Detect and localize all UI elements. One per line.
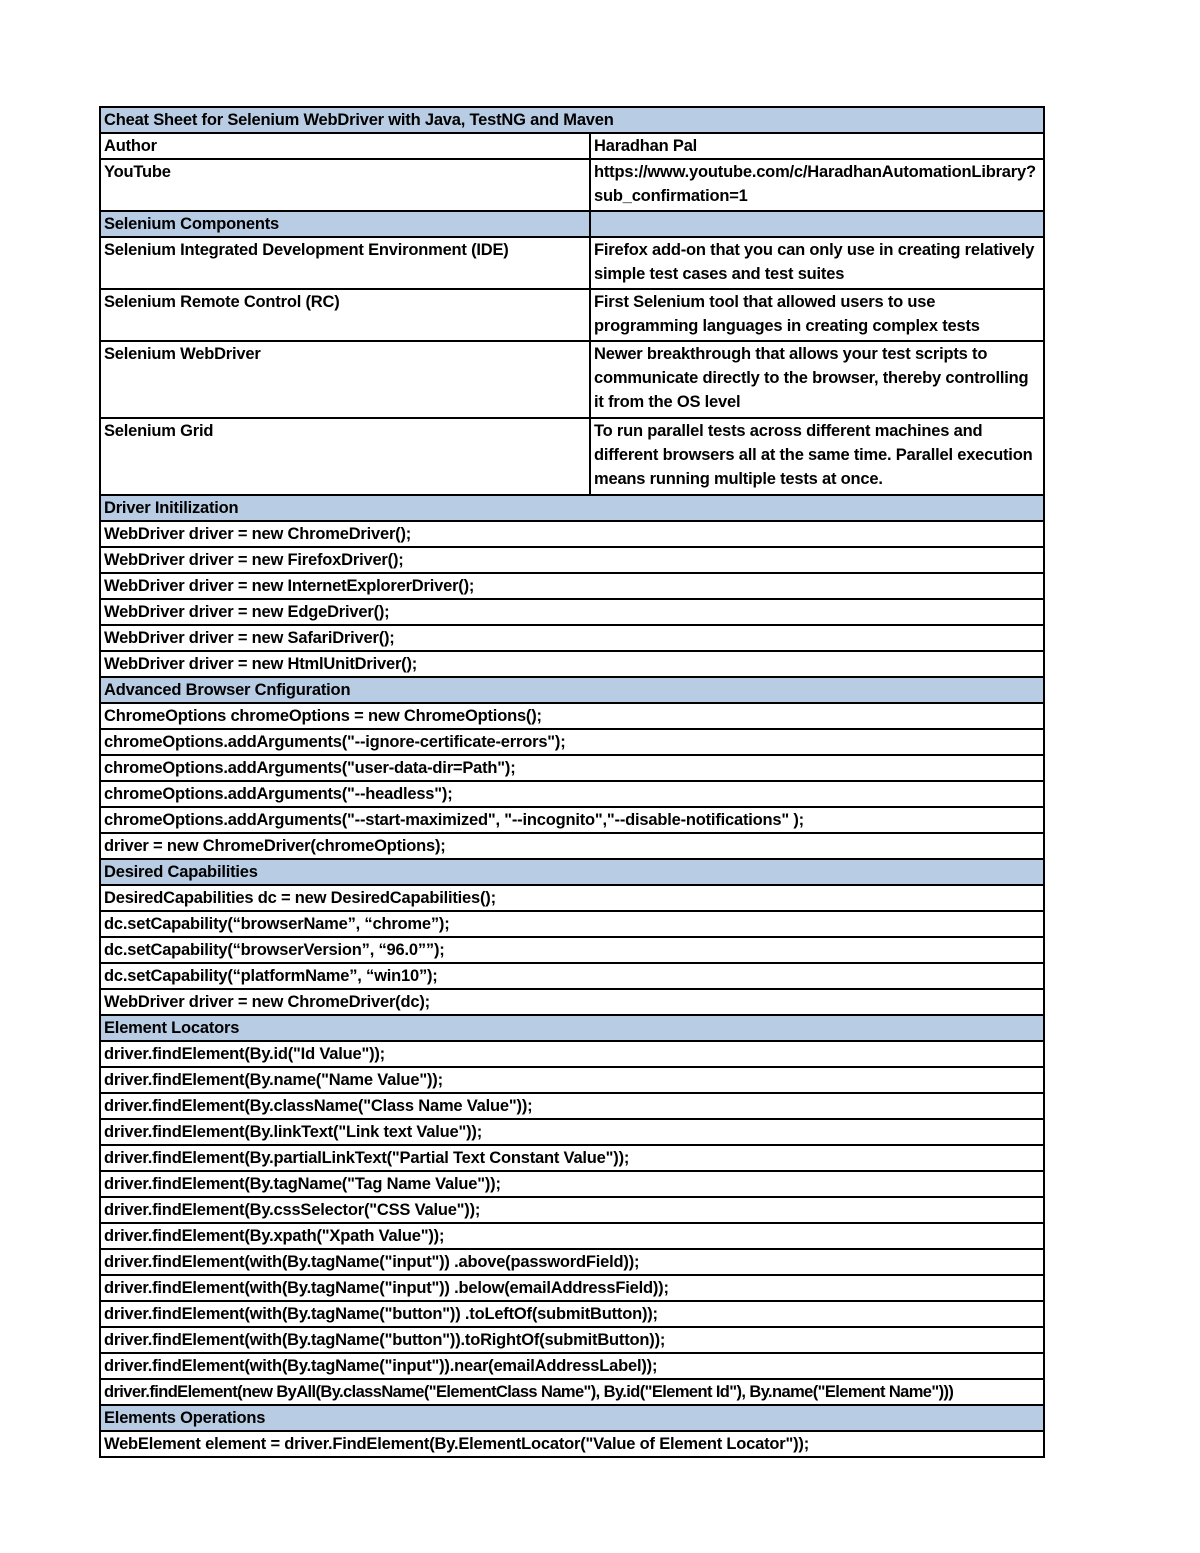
- code-line: DesiredCapabilities dc = new DesiredCapabilities();: [100, 885, 1044, 911]
- code-row: [100, 1301, 1044, 1327]
- section-header-elements-operations: [100, 1405, 1044, 1431]
- code-row: [100, 1171, 1044, 1197]
- code-row: [100, 963, 1044, 989]
- section-header-desired-capabilities: [100, 859, 1044, 885]
- code-row: [100, 989, 1044, 1015]
- component-name: Selenium WebDriver: [100, 341, 590, 418]
- component-row: [100, 418, 1044, 495]
- component-name: Selenium Integrated Development Environment (IDE): [100, 237, 590, 289]
- code-row: [100, 1353, 1044, 1379]
- section-heading: Element Locators: [100, 1015, 1044, 1041]
- code-row: [100, 547, 1044, 573]
- code-line: dc.setCapability(“browserName”, “chrome”);: [100, 911, 1044, 937]
- section-header-components: [100, 211, 1044, 237]
- section-heading: Advanced Browser Cnfiguration: [100, 677, 1044, 703]
- code-row: [100, 1093, 1044, 1119]
- code-row: [100, 807, 1044, 833]
- code-row: [100, 781, 1044, 807]
- code-line: WebDriver driver = new HtmlUnitDriver();: [100, 651, 1044, 677]
- code-line: driver.findElement(By.tagName("Tag Name Value"));: [100, 1171, 1044, 1197]
- code-row: [100, 1275, 1044, 1301]
- youtube-link[interactable]: https://www.youtube.com/c/HaradhanAutomationLibrary?sub_confirmation=1: [590, 159, 1044, 211]
- code-line: driver.findElement(By.linkText("Link text Value"));: [100, 1119, 1044, 1145]
- sheet-title: Cheat Sheet for Selenium WebDriver with Java, TestNG and Maven: [100, 107, 1044, 133]
- code-line: chromeOptions.addArguments("user-data-dir=Path");: [100, 755, 1044, 781]
- code-line: WebElement element = driver.FindElement(By.ElementLocator("Value of Element Locator"));: [100, 1431, 1044, 1457]
- code-row: [100, 1119, 1044, 1145]
- code-row: [100, 1431, 1044, 1457]
- author-row: [100, 133, 1044, 159]
- code-line: dc.setCapability(“browserVersion”, “96.0””);: [100, 937, 1044, 963]
- code-row: [100, 651, 1044, 677]
- section-heading: Driver Initilization: [100, 495, 1044, 521]
- code-line: driver.findElement(By.id("Id Value"));: [100, 1041, 1044, 1067]
- code-line: WebDriver driver = new SafariDriver();: [100, 625, 1044, 651]
- code-row: [100, 833, 1044, 859]
- code-line: ChromeOptions chromeOptions = new ChromeOptions();: [100, 703, 1044, 729]
- cheat-sheet-table: [99, 106, 1045, 1458]
- code-line: driver.findElement(By.cssSelector("CSS Value"));: [100, 1197, 1044, 1223]
- code-row: [100, 911, 1044, 937]
- component-name: Selenium Grid: [100, 418, 590, 495]
- author-label: Author: [100, 133, 590, 159]
- code-line: driver.findElement(with(By.tagName("button")).toRightOf(submitButton));: [100, 1327, 1044, 1353]
- code-line: driver.findElement(By.name("Name Value"));: [100, 1067, 1044, 1093]
- code-row: [100, 1249, 1044, 1275]
- code-line: driver.findElement(with(By.tagName("input")) .below(emailAddressField));: [100, 1275, 1044, 1301]
- code-line: chromeOptions.addArguments("--start-maximized", "--incognito","--disable-notifications" );: [100, 807, 1044, 833]
- code-row: [100, 1145, 1044, 1171]
- component-description: Newer breakthrough that allows your test scripts to communicate directly to the browser, thereby controlling it from the OS level: [590, 341, 1044, 418]
- code-line: driver.findElement(By.className("Class Name Value"));: [100, 1093, 1044, 1119]
- title-row: [100, 107, 1044, 133]
- section-header-element-locators: [100, 1015, 1044, 1041]
- code-line: WebDriver driver = new ChromeDriver(dc);: [100, 989, 1044, 1015]
- component-description: First Selenium tool that allowed users to use programming languages in creating complex tests: [590, 289, 1044, 341]
- code-row: [100, 937, 1044, 963]
- youtube-label: YouTube: [100, 159, 590, 211]
- component-name: Selenium Remote Control (RC): [100, 289, 590, 341]
- code-line: WebDriver driver = new FirefoxDriver();: [100, 547, 1044, 573]
- code-line: chromeOptions.addArguments("--ignore-certificate-errors");: [100, 729, 1044, 755]
- component-row: [100, 341, 1044, 418]
- code-row: [100, 1041, 1044, 1067]
- section-heading: Elements Operations: [100, 1405, 1044, 1431]
- code-row: [100, 521, 1044, 547]
- component-row: [100, 237, 1044, 289]
- code-row: [100, 755, 1044, 781]
- components-heading-blank: [590, 211, 1044, 237]
- section-header-advanced-config: [100, 677, 1044, 703]
- code-row: [100, 1223, 1044, 1249]
- code-row: [100, 1197, 1044, 1223]
- code-row: [100, 729, 1044, 755]
- code-row: [100, 599, 1044, 625]
- code-line: driver = new ChromeDriver(chromeOptions);: [100, 833, 1044, 859]
- code-line: WebDriver driver = new ChromeDriver();: [100, 521, 1044, 547]
- author-value: Haradhan Pal: [590, 133, 1044, 159]
- components-heading: Selenium Components: [100, 211, 590, 237]
- code-row: [100, 885, 1044, 911]
- code-line: driver.findElement(with(By.tagName("button")) .toLeftOf(submitButton));: [100, 1301, 1044, 1327]
- code-line: WebDriver driver = new InternetExplorerDriver();: [100, 573, 1044, 599]
- code-line: driver.findElement(with(By.tagName("input")).near(emailAddressLabel));: [100, 1353, 1044, 1379]
- code-row: [100, 625, 1044, 651]
- section-header-driver-init: [100, 495, 1044, 521]
- youtube-row: [100, 159, 1044, 211]
- code-line: chromeOptions.addArguments("--headless");: [100, 781, 1044, 807]
- code-line: driver.findElement(By.xpath("Xpath Value"));: [100, 1223, 1044, 1249]
- code-row: [100, 1067, 1044, 1093]
- code-row: [100, 573, 1044, 599]
- component-row: [100, 289, 1044, 341]
- code-line: dc.setCapability(“platformName”, “win10”);: [100, 963, 1044, 989]
- code-row: [100, 1379, 1044, 1405]
- code-line: driver.findElement(By.partialLinkText("Partial Text Constant Value"));: [100, 1145, 1044, 1171]
- code-row: [100, 1327, 1044, 1353]
- section-heading: Desired Capabilities: [100, 859, 1044, 885]
- component-description: Firefox add-on that you can only use in creating relatively simple test cases and test suites: [590, 237, 1044, 289]
- code-line: WebDriver driver = new EdgeDriver();: [100, 599, 1044, 625]
- code-line: driver.findElement(new ByAll(By.className("ElementClass Name"), By.id("Element Id"), By.name("Element Name"))): [100, 1379, 1044, 1405]
- component-description: To run parallel tests across different machines and different browsers all at the same time. Parallel execution means running multiple tests at once.: [590, 418, 1044, 495]
- code-row: [100, 703, 1044, 729]
- code-line: driver.findElement(with(By.tagName("input")) .above(passwordField));: [100, 1249, 1044, 1275]
